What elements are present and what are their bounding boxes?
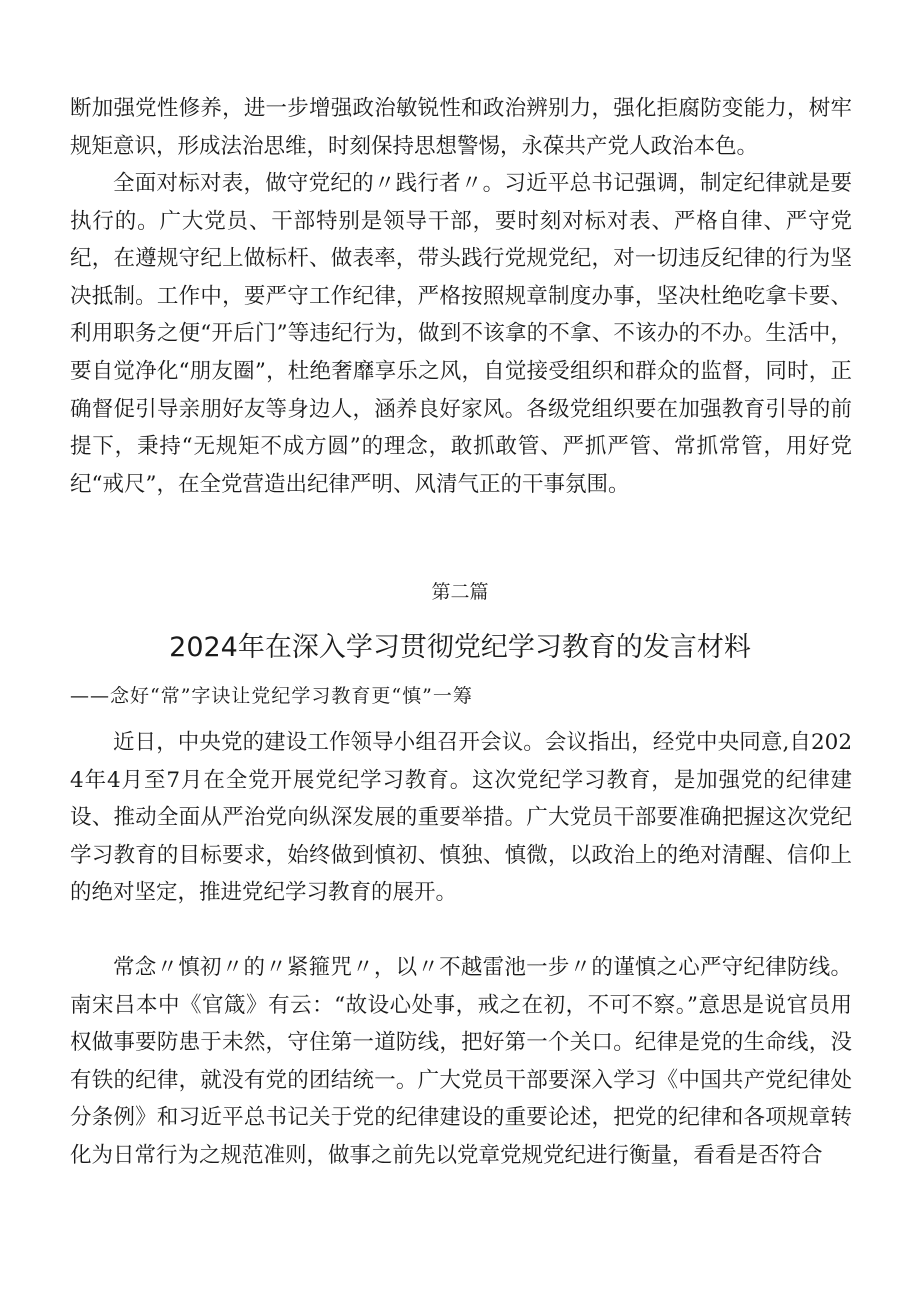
section-label: 第二篇 (431, 581, 489, 603)
paragraph-practice-discipline: 全面对标对表，做守党纪的〃践行者〃。习近平总书记强调，制定纪律就是要执行的。广大党员、干部特别是领导干部，要时刻对标对表、严格自律、严守党纪，在遵规守纪上做标杆、做表率，带头践行党规党纪，对一切违反纪律的行为坚决抵制。工作中，要严守工作纪律，严格按照规章制度办事，坚决杜绝吃拿卡要、利用职务之便“开后门”等违纪行为，做到不该拿的不拿、不该办的不办。生活中，要自觉净化“朋友圈”，杜绝奢靡享乐之风，自觉接受组织和群众的监督，同时，正确督促引导亲朋好友等身边人，涵养良好家风。各级党组织要在加强教育引导的前提下，秉持“无规矩不成方圆”的理念，敢抓敢管、严抓严管、常抓常管，用好党纪“戒尺”，在全党营造出纪律严明、风清气正的干事氛围。 (70, 171, 852, 497)
paragraph-continuation: 断加强党性修养，进一步增强政治敏锐性和政治辨别力，强化拒腐防变能力，树牢规矩意识，形成法治思维，时刻保持思想警惕，永葆共产党人政治本色。 (70, 96, 852, 159)
paragraph-intro: 近日，中央党的建设工作领导小组召开会议。会议指出，经党中央同意,自2024年4月至7月在全党开展党纪学习教育。这次党纪学习教育，是加强党的纪律建设、推动全面从严治党向纵深发展的重要举措。广大党员干部要准确把握这次党纪学习教育的目标要求，始终做到慎初、慎独、慎微，以政治上的绝对清醒、信仰上的绝对坚定，推进党纪学习教育的展开。 (70, 730, 852, 906)
document-title: 2024年在深入学习贯彻党纪学习教育的发言材料 (169, 632, 751, 663)
document-subtitle: ——念好“常”字诀让党纪学习教育更“慎”一筹 (70, 685, 473, 707)
paragraph-shenchu: 常念〃慎初〃的〃紧箍咒〃，以〃不越雷池一步〃的谨慎之心严守纪律防线。南宋吕本中《官箴》有云：“故设心处事，戒之在初，不可不察。”意思是说官员用权做事要防患于未然，守住第一道防线，把好第一个关口。纪律是党的生命线，没有铁的纪律，就没有党的团结统一。广大党员干部要深入学习《中国共产党纪律处分条例》和习近平总书记关于党的纪律建设的重要论述，把党的纪律和各项规章转化为日常行为之规范准则，做事之前先以党章党规党纪进行衡量，看看是否符合 (70, 955, 852, 1168)
